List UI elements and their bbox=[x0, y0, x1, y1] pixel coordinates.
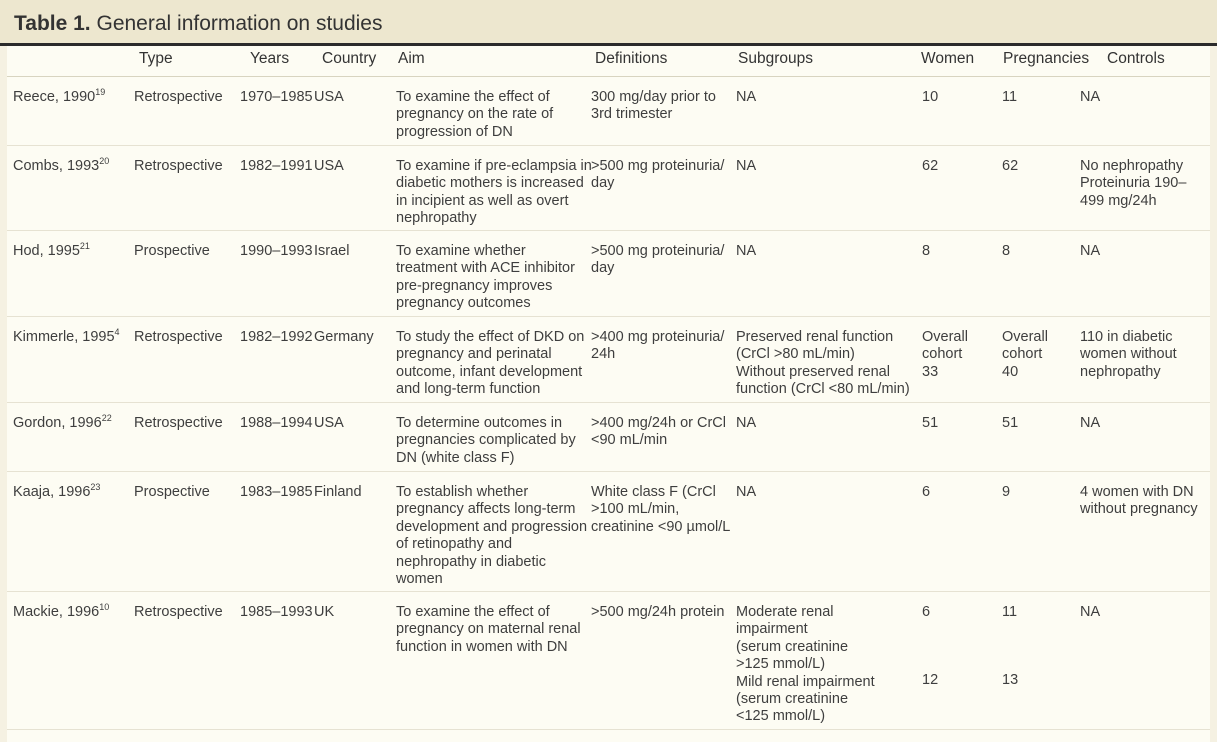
study-cell bbox=[7, 77, 134, 146]
aim-text: To examine whether bbox=[396, 243, 526, 259]
column-header-years: Years bbox=[227, 46, 314, 77]
column-header-country: Country bbox=[314, 46, 396, 77]
pregnancies-text: Overall bbox=[1002, 329, 1048, 345]
aim-text: pregnancy affects long-term bbox=[396, 501, 576, 518]
definitions-text: creatinine <90 µmol/L bbox=[591, 518, 731, 535]
aim-text: in incipient as well as overt bbox=[396, 192, 569, 209]
country-cell bbox=[314, 403, 396, 472]
aim-text: To study the effect of DKD on bbox=[396, 329, 585, 345]
aim-cell bbox=[396, 77, 591, 146]
definitions-cell bbox=[591, 403, 736, 472]
table-row bbox=[7, 77, 1210, 146]
aim-text: function in women with DN bbox=[396, 638, 568, 655]
subgroups-text: Moderate renal bbox=[736, 604, 834, 620]
study-cell bbox=[7, 592, 134, 730]
years-text: 1988–1994 bbox=[240, 415, 313, 431]
women-text: 12 bbox=[922, 672, 939, 689]
definitions-text: day bbox=[591, 175, 615, 192]
controls-text: 110 in diabetic bbox=[1080, 329, 1173, 345]
aim-text: women bbox=[396, 571, 443, 588]
table-row bbox=[7, 592, 1210, 730]
women-text: cohort bbox=[922, 346, 963, 363]
years-text: 1983–1985 bbox=[240, 484, 313, 500]
pregnancies-text: 11 bbox=[1002, 604, 1018, 620]
subgroups-text: >125 mmol/L) bbox=[736, 656, 826, 673]
aim-text: To determine outcomes in bbox=[396, 415, 563, 431]
women-cell bbox=[918, 403, 995, 472]
aim-cell bbox=[396, 231, 591, 317]
years-cell bbox=[227, 77, 314, 146]
column-header-women: Women bbox=[918, 46, 995, 77]
definitions-text: >100 mL/min, bbox=[591, 501, 680, 518]
aim-cell bbox=[396, 146, 591, 231]
aim-text: and long-term function bbox=[396, 381, 541, 398]
table-label: Table 1. bbox=[14, 12, 91, 35]
aim-text: DN (white class F) bbox=[396, 449, 515, 466]
type-cell bbox=[134, 592, 227, 730]
subgroups-cell bbox=[736, 403, 918, 472]
subgroups-cell bbox=[736, 317, 918, 403]
definitions-text: day bbox=[591, 260, 615, 277]
country-text: USA bbox=[314, 89, 344, 105]
women-text: 10 bbox=[922, 89, 939, 105]
country-text: USA bbox=[314, 415, 344, 431]
pregnancies-text: 11 bbox=[1002, 89, 1018, 105]
study-cell bbox=[7, 403, 134, 472]
women-text: 62 bbox=[922, 158, 939, 174]
aim-cell bbox=[396, 592, 591, 730]
controls-cell bbox=[1080, 231, 1210, 317]
study-name: Reece, 1990 bbox=[13, 89, 96, 105]
subgroups-cell bbox=[736, 146, 918, 231]
country-text: Finland bbox=[314, 484, 362, 500]
aim-text: pregnancy on the rate of bbox=[396, 106, 554, 123]
definitions-text: <90 mL/min bbox=[591, 432, 668, 449]
women-text: 8 bbox=[922, 243, 931, 259]
women-text: Overall bbox=[922, 329, 968, 345]
controls-text: NA bbox=[1080, 604, 1101, 620]
years-text: 1982–1992 bbox=[240, 329, 313, 345]
years-cell bbox=[227, 472, 314, 592]
table-body bbox=[7, 77, 1210, 730]
definitions-text: >400 mg proteinuria/ bbox=[591, 329, 725, 345]
pregnancies-text: 51 bbox=[1002, 415, 1019, 431]
aim-cell bbox=[396, 472, 591, 592]
definitions-cell bbox=[591, 472, 736, 592]
aim-text: diabetic mothers is increased bbox=[396, 175, 584, 192]
type-cell bbox=[134, 77, 227, 146]
table-row bbox=[7, 317, 1210, 403]
type-cell bbox=[134, 146, 227, 231]
subgroups-text: NA bbox=[736, 484, 757, 500]
women-text bbox=[922, 621, 995, 638]
type-text: Retrospective bbox=[134, 604, 223, 620]
type-text: Prospective bbox=[134, 484, 210, 500]
country-cell bbox=[314, 231, 396, 317]
pregnancies-text: 40 bbox=[1002, 363, 1019, 380]
pregnancies-cell bbox=[995, 472, 1080, 592]
years-cell bbox=[227, 231, 314, 317]
aim-text: To examine if pre-eclampsia in bbox=[396, 158, 592, 174]
table-row bbox=[7, 146, 1210, 231]
country-text: Germany bbox=[314, 329, 374, 345]
definitions-text: >500 mg proteinuria/ bbox=[591, 243, 725, 259]
years-cell bbox=[227, 592, 314, 730]
definitions-cell bbox=[591, 592, 736, 730]
type-cell bbox=[134, 317, 227, 403]
women-cell bbox=[918, 472, 995, 592]
women-cell bbox=[918, 146, 995, 231]
women-text bbox=[922, 638, 995, 655]
pregnancies-text: 62 bbox=[1002, 158, 1019, 174]
column-header-controls: Controls bbox=[1080, 46, 1210, 77]
subgroups-text: NA bbox=[736, 243, 757, 259]
pregnancies-cell bbox=[995, 317, 1080, 403]
controls-cell bbox=[1080, 77, 1210, 146]
country-cell bbox=[314, 592, 396, 730]
definitions-text: 300 mg/day prior to bbox=[591, 89, 716, 105]
women-text: 33 bbox=[922, 363, 939, 380]
aim-text: pregnancy on maternal renal bbox=[396, 621, 581, 638]
reference-number: 20 bbox=[99, 156, 110, 166]
controls-cell bbox=[1080, 592, 1210, 730]
type-text: Retrospective bbox=[134, 329, 223, 345]
years-cell bbox=[227, 403, 314, 472]
study-name: Gordon, 1996 bbox=[13, 415, 102, 431]
table-panel bbox=[7, 46, 1210, 742]
aim-cell bbox=[396, 317, 591, 403]
country-text: UK bbox=[314, 604, 335, 620]
table-row bbox=[7, 472, 1210, 592]
pregnancies-cell bbox=[995, 403, 1080, 472]
column-header-type: Type bbox=[134, 46, 227, 77]
years-text: 1982–1991 bbox=[240, 158, 313, 174]
definitions-text: White class F (CrCl bbox=[591, 484, 716, 500]
type-cell bbox=[134, 472, 227, 592]
pregnancies-text: 13 bbox=[1002, 672, 1019, 689]
study-name: Combs, 1993 bbox=[13, 158, 100, 174]
definitions-cell bbox=[591, 77, 736, 146]
aim-text: To examine the effect of bbox=[396, 89, 550, 105]
pregnancies-text bbox=[1002, 638, 1080, 655]
subgroups-cell bbox=[736, 231, 918, 317]
reference-number: 21 bbox=[79, 241, 90, 251]
years-text: 1985–1993 bbox=[240, 604, 313, 620]
aim-text: outcome, infant development bbox=[396, 363, 583, 380]
reference-number: 23 bbox=[90, 482, 101, 492]
type-text: Retrospective bbox=[134, 158, 223, 174]
reference-number: 10 bbox=[99, 602, 110, 612]
pregnancies-text: 9 bbox=[1002, 484, 1011, 500]
definitions-text: >400 mg/24h or CrCl bbox=[591, 415, 726, 431]
women-text: 6 bbox=[922, 484, 931, 500]
country-cell bbox=[314, 146, 396, 231]
pregnancies-cell bbox=[995, 77, 1080, 146]
type-text: Retrospective bbox=[134, 415, 223, 431]
study-name: Kaaja, 1996 bbox=[13, 484, 91, 500]
subgroups-text: NA bbox=[736, 415, 757, 431]
column-header-study bbox=[7, 46, 134, 77]
aim-text: of retinopathy and bbox=[396, 536, 513, 553]
controls-text: Proteinuria 190– bbox=[1080, 175, 1187, 192]
definitions-cell bbox=[591, 317, 736, 403]
column-header-subgroups: Subgroups bbox=[736, 46, 918, 77]
column-header-definitions: Definitions bbox=[591, 46, 736, 77]
subgroups-text: Preserved renal function bbox=[736, 329, 894, 345]
definitions-text: 24h bbox=[591, 346, 616, 363]
years-cell bbox=[227, 317, 314, 403]
table-row bbox=[7, 231, 1210, 317]
subgroups-cell bbox=[736, 77, 918, 146]
subgroups-text: NA bbox=[736, 158, 757, 174]
table-row bbox=[7, 403, 1210, 472]
aim-text: nephropathy in diabetic bbox=[396, 553, 546, 570]
definitions-text: >500 mg/24h protein bbox=[591, 604, 725, 620]
pregnancies-text bbox=[1002, 621, 1080, 638]
subgroups-text: (serum creatinine bbox=[736, 638, 849, 655]
reference-number: 19 bbox=[95, 87, 106, 97]
column-header-pregnancies: Pregnancies bbox=[995, 46, 1080, 77]
subgroups-text: (serum creatinine bbox=[736, 691, 849, 708]
subgroups-text: Without preserved renal bbox=[736, 363, 890, 380]
table-title-bar bbox=[0, 0, 1217, 46]
aim-text: treatment with ACE inhibitor bbox=[396, 260, 575, 277]
definitions-text: >500 mg proteinuria/ bbox=[591, 158, 725, 174]
years-text: 1970–1985 bbox=[240, 89, 313, 105]
definitions-cell bbox=[591, 146, 736, 231]
study-name: Kimmerle, 1995 bbox=[13, 329, 115, 345]
controls-text: women without bbox=[1080, 346, 1177, 363]
study-cell bbox=[7, 231, 134, 317]
controls-text: 499 mg/24h bbox=[1080, 192, 1157, 209]
women-cell bbox=[918, 317, 995, 403]
country-text: USA bbox=[314, 158, 344, 174]
women-text bbox=[922, 655, 995, 672]
years-cell bbox=[227, 146, 314, 231]
women-cell bbox=[918, 231, 995, 317]
women-cell bbox=[918, 592, 995, 730]
women-text: 51 bbox=[922, 415, 939, 431]
aim-cell bbox=[396, 403, 591, 472]
pregnancies-cell bbox=[995, 231, 1080, 317]
type-text: Prospective bbox=[134, 243, 210, 259]
aim-text: pre-pregnancy improves bbox=[396, 277, 553, 294]
pregnancies-text: 8 bbox=[1002, 243, 1011, 259]
aim-text: pregnancy outcomes bbox=[396, 295, 531, 312]
subgroups-text: Mild renal impairment bbox=[736, 673, 875, 690]
aim-text: development and progression bbox=[396, 518, 588, 535]
aim-text: progression of DN bbox=[396, 123, 513, 140]
country-cell bbox=[314, 77, 396, 146]
reference-number: 4 bbox=[114, 327, 120, 337]
country-cell bbox=[314, 317, 396, 403]
controls-text: NA bbox=[1080, 89, 1101, 105]
aim-text: pregnancy and perinatal bbox=[396, 346, 552, 363]
definitions-text: 3rd trimester bbox=[591, 106, 673, 123]
controls-cell bbox=[1080, 472, 1210, 592]
definitions-cell bbox=[591, 231, 736, 317]
study-cell bbox=[7, 146, 134, 231]
subgroups-text: (CrCl >80 mL/min) bbox=[736, 346, 855, 363]
study-name: Mackie, 1996 bbox=[13, 604, 100, 620]
column-header-aim: Aim bbox=[396, 46, 591, 77]
type-text: Retrospective bbox=[134, 89, 223, 105]
subgroups-text: function (CrCl <80 mL/min) bbox=[736, 381, 910, 398]
table-caption: General information on studies bbox=[96, 12, 383, 35]
pregnancies-text bbox=[1002, 655, 1080, 672]
study-cell bbox=[7, 317, 134, 403]
women-cell bbox=[918, 77, 995, 146]
aim-text: To establish whether bbox=[396, 484, 529, 500]
subgroups-text: <125 mmol/L) bbox=[736, 708, 826, 725]
table-title bbox=[14, 12, 382, 36]
country-cell bbox=[314, 472, 396, 592]
aim-text: nephropathy bbox=[396, 210, 477, 227]
pregnancies-text: cohort bbox=[1002, 346, 1043, 363]
controls-text: No nephropathy bbox=[1080, 158, 1184, 174]
subgroups-text: NA bbox=[736, 89, 757, 105]
studies-table bbox=[7, 46, 1210, 730]
controls-text: NA bbox=[1080, 415, 1101, 431]
subgroups-cell bbox=[736, 592, 918, 730]
type-cell bbox=[134, 231, 227, 317]
pregnancies-cell bbox=[995, 592, 1080, 730]
subgroups-text: impairment bbox=[736, 621, 808, 638]
controls-cell bbox=[1080, 317, 1210, 403]
study-name: Hod, 1995 bbox=[13, 243, 80, 259]
pregnancies-cell bbox=[995, 146, 1080, 231]
header-row bbox=[7, 46, 1210, 77]
controls-cell bbox=[1080, 146, 1210, 231]
years-text: 1990–1993 bbox=[240, 243, 313, 259]
women-text: 6 bbox=[922, 604, 931, 620]
controls-text: 4 women with DN bbox=[1080, 484, 1194, 500]
study-cell bbox=[7, 472, 134, 592]
controls-text: nephropathy bbox=[1080, 363, 1161, 380]
reference-number: 22 bbox=[101, 413, 112, 423]
controls-text: NA bbox=[1080, 243, 1101, 259]
country-text: Israel bbox=[314, 243, 350, 259]
aim-text: pregnancies complicated by bbox=[396, 432, 576, 449]
controls-text: without pregnancy bbox=[1080, 501, 1198, 518]
subgroups-cell bbox=[736, 472, 918, 592]
controls-cell bbox=[1080, 403, 1210, 472]
aim-text: To examine the effect of bbox=[396, 604, 550, 620]
type-cell bbox=[134, 403, 227, 472]
